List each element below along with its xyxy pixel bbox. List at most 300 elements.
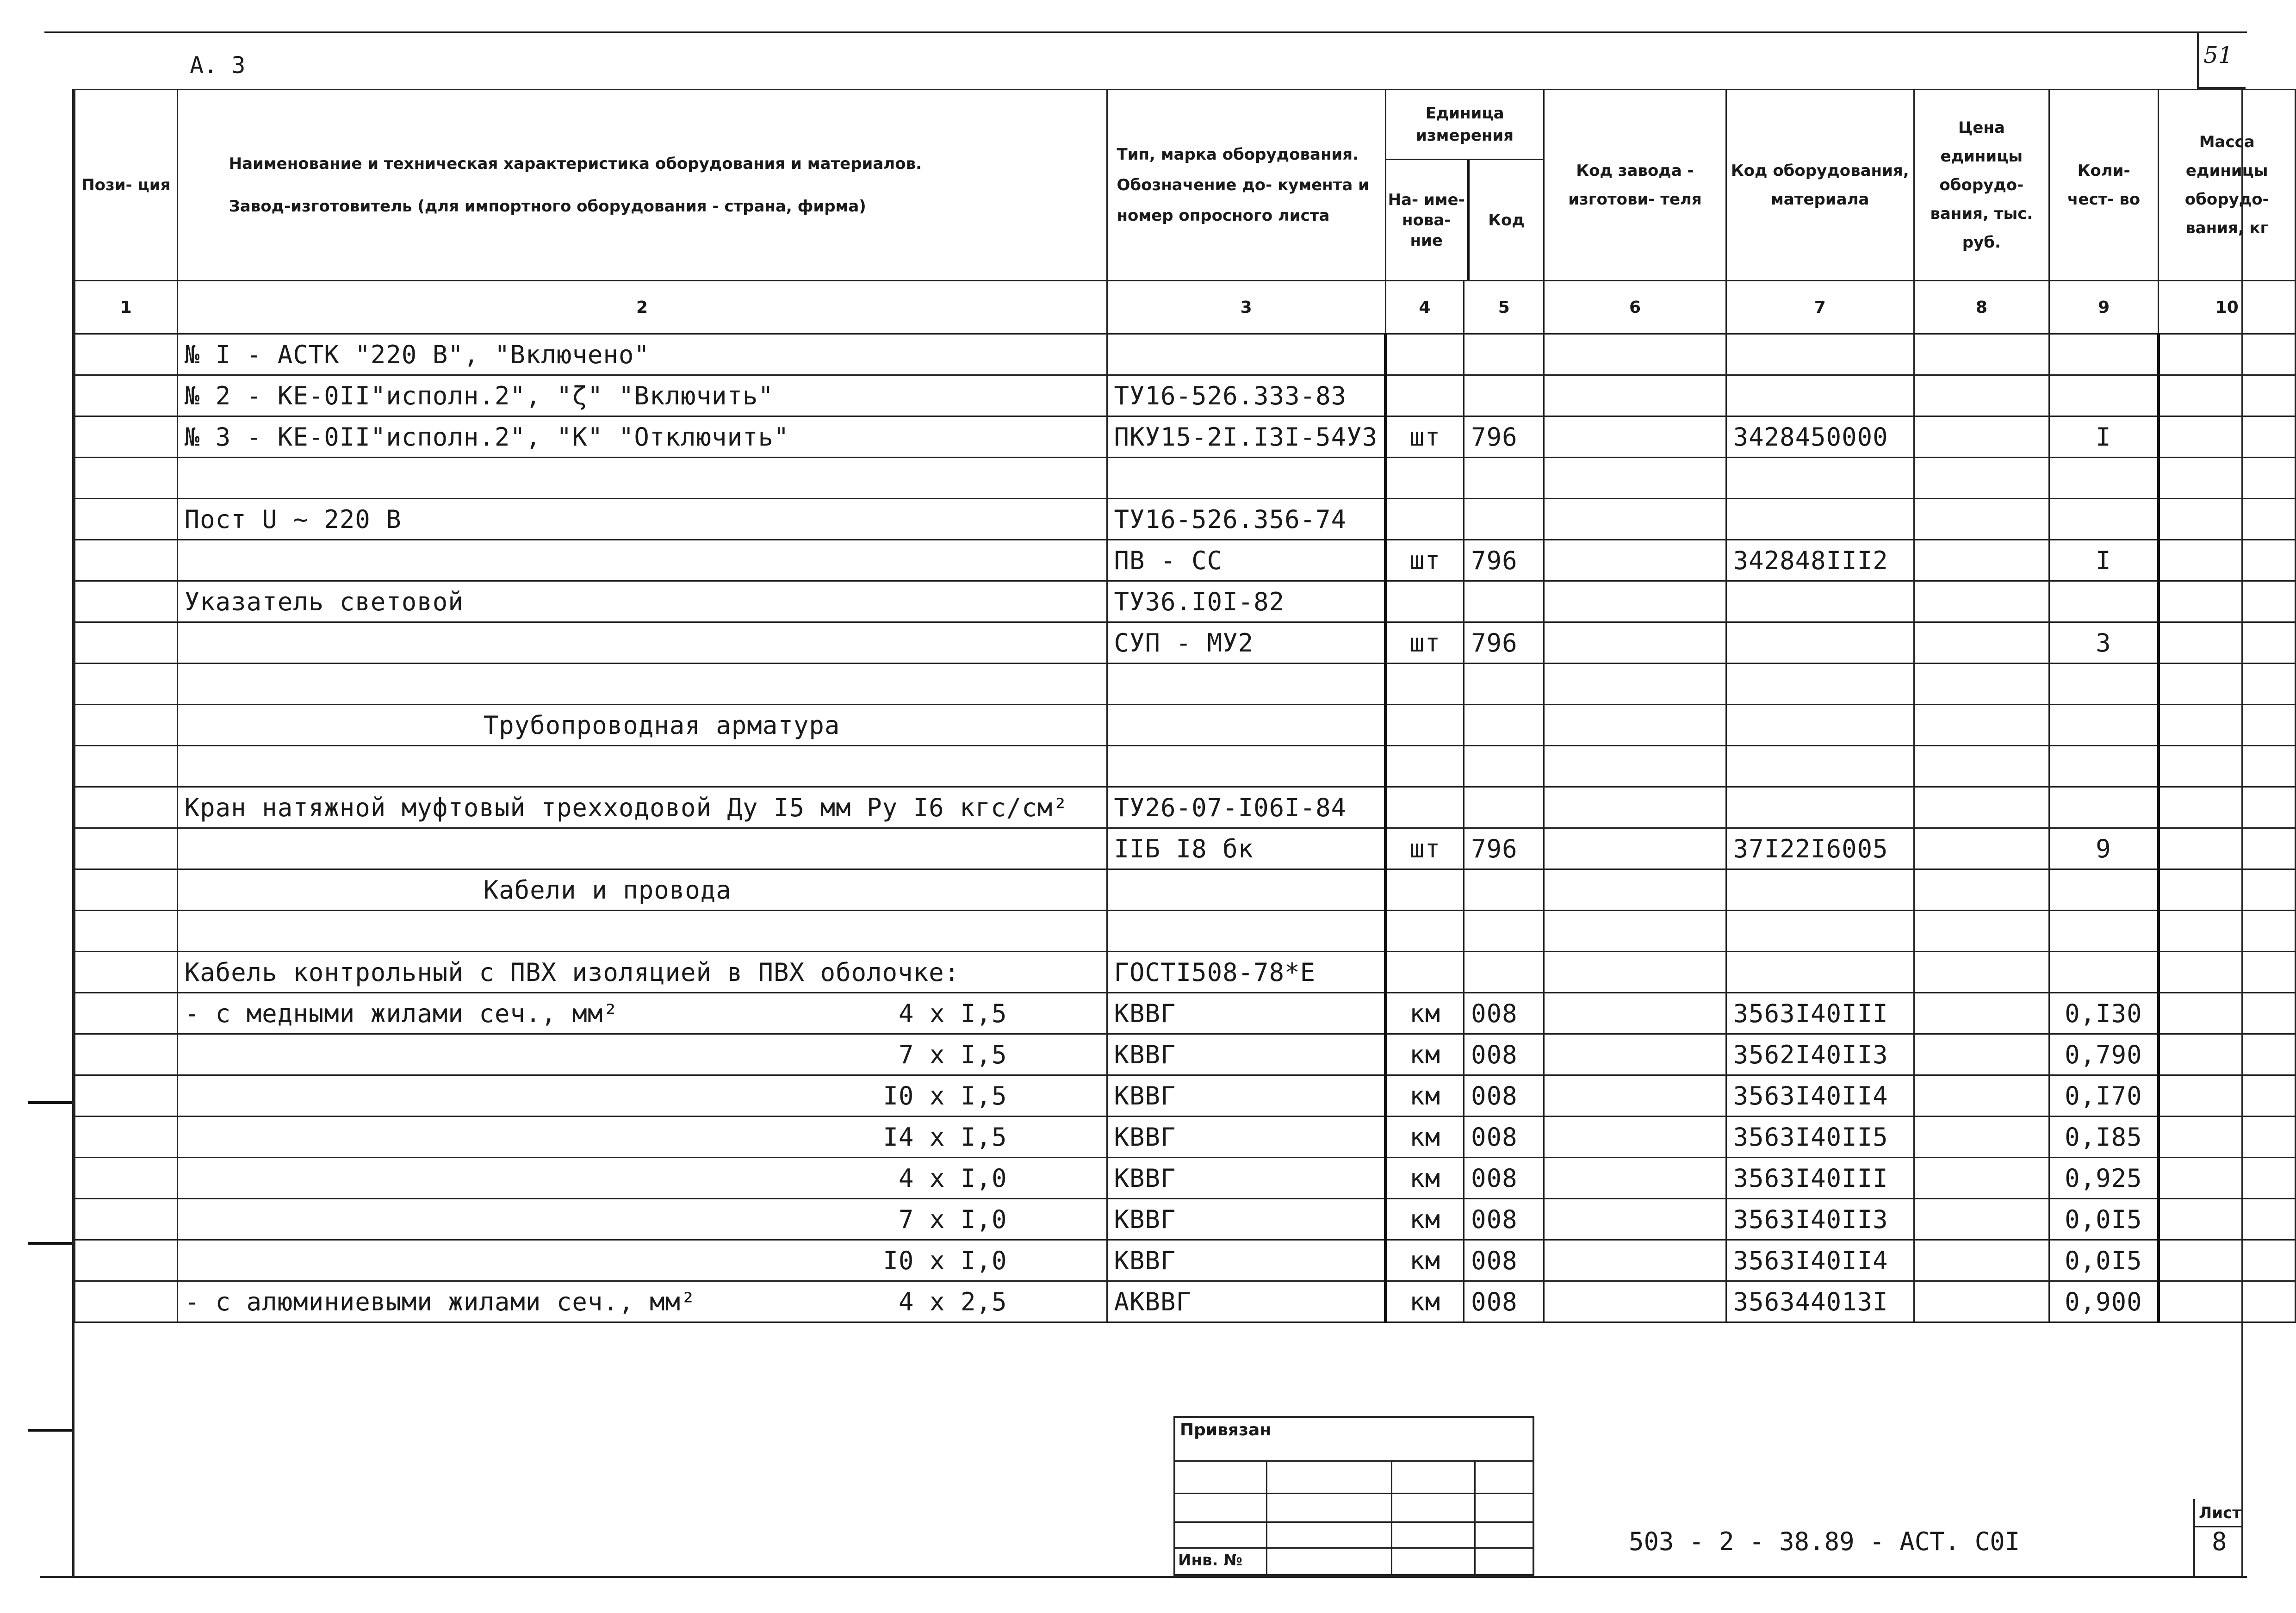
cell-mass [2159, 869, 2296, 911]
cell-unit-code: 796 [1464, 828, 1544, 869]
cell-factory-code [1544, 787, 1726, 828]
table-row [75, 869, 2296, 911]
cell-unit [1385, 581, 1464, 622]
cell-quantity: 0,0I5 [2049, 1240, 2159, 1281]
cell-name [177, 1117, 1107, 1158]
cell-equipment-code: 3563I40II5 [1726, 1117, 1914, 1158]
cell-unit-code: 008 [1464, 1075, 1544, 1117]
column-number: 7 [1726, 281, 1914, 334]
cell-price [1914, 705, 2049, 746]
cell-mass [2159, 1117, 2296, 1158]
table-row [75, 746, 2296, 787]
cell-name [177, 911, 1107, 952]
cell-type [1107, 334, 1385, 375]
cell-quantity: 0,925 [2049, 1158, 2159, 1199]
cell-unit [1385, 499, 1464, 540]
cell-type: КВВГ [1107, 1199, 1385, 1240]
cell-name [177, 1034, 1107, 1075]
cell-name [177, 705, 1107, 746]
cell-name [177, 869, 1107, 911]
cell-price [1914, 746, 2049, 787]
table-row [75, 622, 2296, 664]
cell-unit: км [1385, 993, 1464, 1034]
table-row [75, 993, 2296, 1034]
table-row [75, 787, 2296, 828]
cell-price [1914, 581, 2049, 622]
cell-mass [2159, 746, 2296, 787]
row-name-text: Кран натяжной муфтовый трехходовой Ду I5 мм Ру I6 кгс/см² [184, 793, 1068, 822]
cell-equipment-code: 3563I40II4 [1726, 1075, 1914, 1117]
cell-type: КВВГ [1107, 1117, 1385, 1158]
cell-type: ТУ16-526.356-74 [1107, 499, 1385, 540]
cell-factory-code [1544, 1281, 1726, 1322]
table-row [75, 1117, 2296, 1158]
cell-price [1914, 1034, 2049, 1075]
header-name-line1: Наименование и техническая характеристика оборудования и материалов. [229, 155, 922, 173]
cell-name [177, 993, 1107, 1034]
cable-section-size: 4 x 2,5 [898, 1287, 1007, 1316]
cell-name [177, 1158, 1107, 1199]
cell-type [1107, 869, 1385, 911]
header-unit-name: На- име- нова- ние [1386, 160, 1470, 280]
cell-unit [1385, 664, 1464, 705]
cell-factory-code [1544, 1158, 1726, 1199]
cell-quantity: 0,I85 [2049, 1117, 2159, 1158]
cell-mass [2159, 334, 2296, 375]
cell-mass [2159, 828, 2296, 869]
table-row [75, 1240, 2296, 1281]
cell-factory-code [1544, 746, 1726, 787]
cell-price [1914, 334, 2049, 375]
cell-quantity [2049, 334, 2159, 375]
table-row [75, 334, 2296, 375]
cell-name [177, 499, 1107, 540]
cell-unit [1385, 869, 1464, 911]
cell-mass [2159, 1240, 2296, 1281]
cell-mass [2159, 540, 2296, 581]
cell-position [75, 1281, 178, 1322]
cell-type [1107, 911, 1385, 952]
cell-position [75, 1240, 178, 1281]
table-row [75, 952, 2296, 993]
cell-equipment-code: 3563I40III [1726, 993, 1914, 1034]
cell-unit: шт [1385, 416, 1464, 458]
stamp-divider [1391, 1460, 1392, 1576]
cell-name [177, 334, 1107, 375]
cell-unit-code [1464, 664, 1544, 705]
cell-price [1914, 1075, 2049, 1117]
cell-unit [1385, 458, 1464, 499]
cell-price [1914, 828, 2049, 869]
cell-mass [2159, 952, 2296, 993]
right-frame-line [2241, 89, 2243, 1577]
cell-equipment-code [1726, 334, 1914, 375]
cell-unit-code: 008 [1464, 1158, 1544, 1199]
cell-equipment-code [1726, 375, 1914, 416]
column-number: 3 [1107, 281, 1385, 334]
header-type: Тип, марка оборудования. Обозначение до- кумента и номер опросного листа [1107, 90, 1385, 281]
cell-equipment-code: 3562I40II3 [1726, 1034, 1914, 1075]
cell-unit: км [1385, 1075, 1464, 1117]
cell-equipment-code [1726, 499, 1914, 540]
cell-mass [2159, 499, 2296, 540]
stamp-rule [1173, 1521, 1534, 1523]
cell-quantity [2049, 911, 2159, 952]
cell-unit-code [1464, 581, 1544, 622]
column-number: 4 [1385, 281, 1464, 334]
column-number: 5 [1464, 281, 1544, 334]
cell-unit-code: 796 [1464, 540, 1544, 581]
cell-quantity: 0,0I5 [2049, 1199, 2159, 1240]
cable-section-size: 7 x I,5 [898, 1040, 1007, 1069]
cable-section-size: 4 x I,0 [898, 1163, 1007, 1193]
row-name-text: Кабели и провода [483, 875, 732, 905]
cell-mass [2159, 1199, 2296, 1240]
cell-quantity: 9 [2049, 828, 2159, 869]
header-unit [1385, 90, 1544, 281]
cell-equipment-code [1726, 952, 1914, 993]
cell-position [75, 416, 178, 458]
stamp-inventory-label: Инв. № [1178, 1551, 1243, 1570]
cell-mass [2159, 1281, 2296, 1322]
cell-quantity: 0,790 [2049, 1034, 2159, 1075]
specification-table [74, 89, 2296, 1323]
column-number: 10 [2159, 281, 2296, 334]
cell-type: КВВГ [1107, 1240, 1385, 1281]
header-mass: Масса единицы оборудо- вания, кг [2159, 90, 2296, 281]
cell-quantity [2049, 499, 2159, 540]
cell-position [75, 1034, 178, 1075]
cell-unit [1385, 334, 1464, 375]
cell-factory-code [1544, 540, 1726, 581]
cell-unit [1385, 911, 1464, 952]
cell-factory-code [1544, 581, 1726, 622]
cell-quantity: I [2049, 416, 2159, 458]
column-number: 2 [177, 281, 1107, 334]
cell-equipment-code: 37I22I6005 [1726, 828, 1914, 869]
cell-quantity [2049, 787, 2159, 828]
cell-unit: шт [1385, 622, 1464, 664]
cell-type: КВВГ [1107, 1034, 1385, 1075]
cell-factory-code [1544, 458, 1726, 499]
cell-unit-code [1464, 499, 1544, 540]
cell-unit [1385, 746, 1464, 787]
cell-name [177, 540, 1107, 581]
cell-position [75, 869, 178, 911]
header-unit-code: Код [1488, 211, 1525, 230]
cell-name [177, 787, 1107, 828]
cell-factory-code [1544, 622, 1726, 664]
cell-quantity [2049, 375, 2159, 416]
table-row [75, 581, 2296, 622]
cable-section-size: 4 x I,5 [898, 999, 1007, 1028]
cell-unit-code: 796 [1464, 416, 1544, 458]
cell-mass [2159, 911, 2296, 952]
cell-unit: шт [1385, 540, 1464, 581]
cell-quantity [2049, 869, 2159, 911]
cell-mass [2159, 664, 2296, 705]
stamp-rule [1173, 1493, 1534, 1494]
header-quantity: Коли- чест- во [2049, 90, 2159, 281]
cell-equipment-code: 3563I40II3 [1726, 1199, 1914, 1240]
cell-quantity [2049, 746, 2159, 787]
cell-factory-code [1544, 993, 1726, 1034]
cell-unit: км [1385, 1158, 1464, 1199]
row-name-text: № 2 - КЕ-0II"исполн.2", "ζ" "Включить" [184, 381, 774, 410]
cell-mass [2159, 1158, 2296, 1199]
cell-unit [1385, 952, 1464, 993]
cell-factory-code [1544, 1240, 1726, 1281]
table-row [75, 416, 2296, 458]
cell-mass [2159, 416, 2296, 458]
cell-position [75, 787, 178, 828]
table-row [75, 1199, 2296, 1240]
table-row [75, 1034, 2296, 1075]
cell-unit-code [1464, 952, 1544, 993]
cell-unit-code [1464, 746, 1544, 787]
cell-price [1914, 1199, 2049, 1240]
cell-unit [1385, 705, 1464, 746]
cell-mass [2159, 375, 2296, 416]
table-row [75, 1281, 2296, 1322]
cell-name [177, 458, 1107, 499]
column-number: 6 [1544, 281, 1726, 334]
cell-quantity: I [2049, 540, 2159, 581]
cell-price [1914, 952, 2049, 993]
cell-type: IIБ I8 бк [1107, 828, 1385, 869]
cell-equipment-code [1726, 664, 1914, 705]
cell-unit-code [1464, 911, 1544, 952]
cell-name [177, 1281, 1107, 1322]
cell-price [1914, 664, 2049, 705]
stamp-rule [1173, 1460, 1534, 1462]
cell-unit: км [1385, 1034, 1464, 1075]
cell-equipment-code [1726, 911, 1914, 952]
cell-position [75, 952, 178, 993]
cell-price [1914, 622, 2049, 664]
cell-price [1914, 375, 2049, 416]
cell-price [1914, 787, 2049, 828]
sheet-number: 8 [2212, 1527, 2227, 1556]
cell-position [75, 828, 178, 869]
cell-unit-code [1464, 869, 1544, 911]
cell-unit-code: 796 [1464, 622, 1544, 664]
cell-position [75, 1117, 178, 1158]
cell-type [1107, 664, 1385, 705]
column-number: 8 [1914, 281, 2049, 334]
cell-type: АКВВГ [1107, 1281, 1385, 1322]
cell-position [75, 1199, 178, 1240]
sheet-label: Лист [2199, 1504, 2241, 1522]
row-name-text: Трубопроводная арматура [483, 710, 840, 740]
header-position: Пози- ция [75, 90, 178, 281]
row-name-text: Кабель контрольный с ПВХ изоляцией в ПВХ оболочке: [184, 957, 960, 987]
cell-type: КВВГ [1107, 993, 1385, 1034]
cell-type: КВВГ [1107, 1158, 1385, 1199]
cell-position [75, 993, 178, 1034]
cell-position [75, 746, 178, 787]
cell-equipment-code: 3563I40III [1726, 1158, 1914, 1199]
cell-factory-code [1544, 869, 1726, 911]
cell-unit-code: 008 [1464, 1199, 1544, 1240]
cell-name [177, 1240, 1107, 1281]
column-number: 9 [2049, 281, 2159, 334]
cell-price [1914, 1158, 2049, 1199]
cell-equipment-code [1726, 622, 1914, 664]
table-row [75, 540, 2296, 581]
row-name-text: № I - АСТК "220 В", "Включено" [184, 340, 650, 369]
cell-factory-code [1544, 952, 1726, 993]
sheet-reference: А. 3 [190, 52, 246, 79]
cell-type [1107, 705, 1385, 746]
cell-position [75, 581, 178, 622]
cell-factory-code [1544, 334, 1726, 375]
cell-price [1914, 993, 2049, 1034]
stamp-divider [1266, 1460, 1267, 1576]
cell-mass [2159, 705, 2296, 746]
cell-quantity [2049, 664, 2159, 705]
cell-mass [2159, 581, 2296, 622]
header-factory-code: Код завода - изготови- теля [1544, 90, 1726, 281]
cell-type [1107, 458, 1385, 499]
cell-unit: шт [1385, 828, 1464, 869]
cell-equipment-code: 3428450000 [1726, 416, 1914, 458]
table-row [75, 499, 2296, 540]
document-code: 503 - 2 - 38.89 - АСТ. С0I [1629, 1527, 2020, 1556]
cell-unit: км [1385, 1199, 1464, 1240]
cell-unit-code [1464, 705, 1544, 746]
table-row [75, 828, 2296, 869]
cell-factory-code [1544, 416, 1726, 458]
cell-equipment-code [1726, 787, 1914, 828]
cell-type: ТУ16-526.333-83 [1107, 375, 1385, 416]
cell-equipment-code [1726, 581, 1914, 622]
table-row [75, 1075, 2296, 1117]
cell-equipment-code: 3563I40II4 [1726, 1240, 1914, 1281]
table-row [75, 664, 2296, 705]
cell-position [75, 540, 178, 581]
cable-section-size: I0 x I,0 [883, 1246, 1007, 1275]
cell-mass [2159, 622, 2296, 664]
cell-position [75, 499, 178, 540]
cell-unit-code: 008 [1464, 1034, 1544, 1075]
cell-factory-code [1544, 911, 1726, 952]
cell-name [177, 664, 1107, 705]
cell-position [75, 705, 178, 746]
header-price: Цена единицы оборудо- вания, тыс. руб. [1914, 90, 2049, 281]
cell-factory-code [1544, 1034, 1726, 1075]
stamp-rule [1173, 1547, 1534, 1549]
row-name-text: № 3 - КЕ-0II"исполн.2", "К" "Отключить" [184, 422, 789, 452]
cell-type [1107, 746, 1385, 787]
row-name-text: - с медными жилами сеч., мм² [184, 999, 619, 1028]
cell-name [177, 375, 1107, 416]
cell-equipment-code: 342848III2 [1726, 540, 1914, 581]
cell-factory-code [1544, 705, 1726, 746]
cell-name [177, 622, 1107, 664]
row-name-text: - с алюминиевыми жилами сеч., мм² [184, 1287, 696, 1316]
cell-name [177, 828, 1107, 869]
cell-unit-code: 008 [1464, 1281, 1544, 1322]
cell-unit-code: 008 [1464, 993, 1544, 1034]
cell-quantity: 0,I70 [2049, 1075, 2159, 1117]
cell-type: ТУ36.I0I-82 [1107, 581, 1385, 622]
cell-unit [1385, 375, 1464, 416]
cell-position [75, 334, 178, 375]
cell-position [75, 911, 178, 952]
top-border-line [44, 31, 2247, 33]
cell-unit-code [1464, 787, 1544, 828]
cell-quantity [2049, 581, 2159, 622]
binding-mark [28, 1429, 72, 1432]
cell-type: СУП - МУ2 [1107, 622, 1385, 664]
cell-position [75, 1075, 178, 1117]
cell-unit: км [1385, 1117, 1464, 1158]
left-frame-line [72, 89, 74, 1577]
cell-name [177, 952, 1107, 993]
cell-position [75, 1158, 178, 1199]
page-number: 51 [2203, 42, 2233, 68]
cell-quantity [2049, 705, 2159, 746]
cell-price [1914, 540, 2049, 581]
cell-quantity: 3 [2049, 622, 2159, 664]
table-row [75, 1158, 2296, 1199]
stamp-divider [1474, 1460, 1476, 1576]
cell-factory-code [1544, 375, 1726, 416]
cell-mass [2159, 1075, 2296, 1117]
cell-name [177, 581, 1107, 622]
header-name-line2: Завод-изготовитель (для импортного оборудования - страна, фирма) [229, 197, 866, 216]
header-equipment-code: Код оборудования, материала [1726, 90, 1914, 281]
cell-factory-code [1544, 499, 1726, 540]
cell-equipment-code [1726, 458, 1914, 499]
table-row [75, 705, 2296, 746]
cell-mass [2159, 458, 2296, 499]
cell-unit-code [1464, 375, 1544, 416]
cell-price [1914, 1240, 2049, 1281]
cell-price [1914, 911, 2049, 952]
cell-mass [2159, 1034, 2296, 1075]
cell-equipment-code [1726, 869, 1914, 911]
cell-factory-code [1544, 1199, 1726, 1240]
cell-quantity [2049, 458, 2159, 499]
cell-factory-code [1544, 1075, 1726, 1117]
cell-factory-code [1544, 828, 1726, 869]
cell-price [1914, 458, 2049, 499]
column-number: 1 [75, 281, 178, 334]
cell-position [75, 375, 178, 416]
cell-unit-code [1464, 458, 1544, 499]
header-unit-title: Единица измерения [1386, 90, 1544, 160]
cell-quantity: 0,900 [2049, 1281, 2159, 1322]
cell-unit-code [1464, 334, 1544, 375]
bottom-frame-line [40, 1576, 2247, 1578]
cell-name [177, 1075, 1107, 1117]
binding-mark [28, 1101, 72, 1104]
cell-price [1914, 499, 2049, 540]
cell-type: ПВ - СС [1107, 540, 1385, 581]
cell-position [75, 664, 178, 705]
cable-section-size: 7 x I,0 [898, 1204, 1007, 1234]
cell-position [75, 458, 178, 499]
cell-type: КВВГ [1107, 1075, 1385, 1117]
cable-section-size: I0 x I,5 [883, 1081, 1007, 1110]
cell-type: ТУ26-07-I06I-84 [1107, 787, 1385, 828]
cell-quantity [2049, 952, 2159, 993]
row-name-text: Пост U ~ 220 В [184, 504, 402, 534]
cell-name [177, 1199, 1107, 1240]
stamp-bound-label: Привязан [1180, 1421, 1272, 1439]
